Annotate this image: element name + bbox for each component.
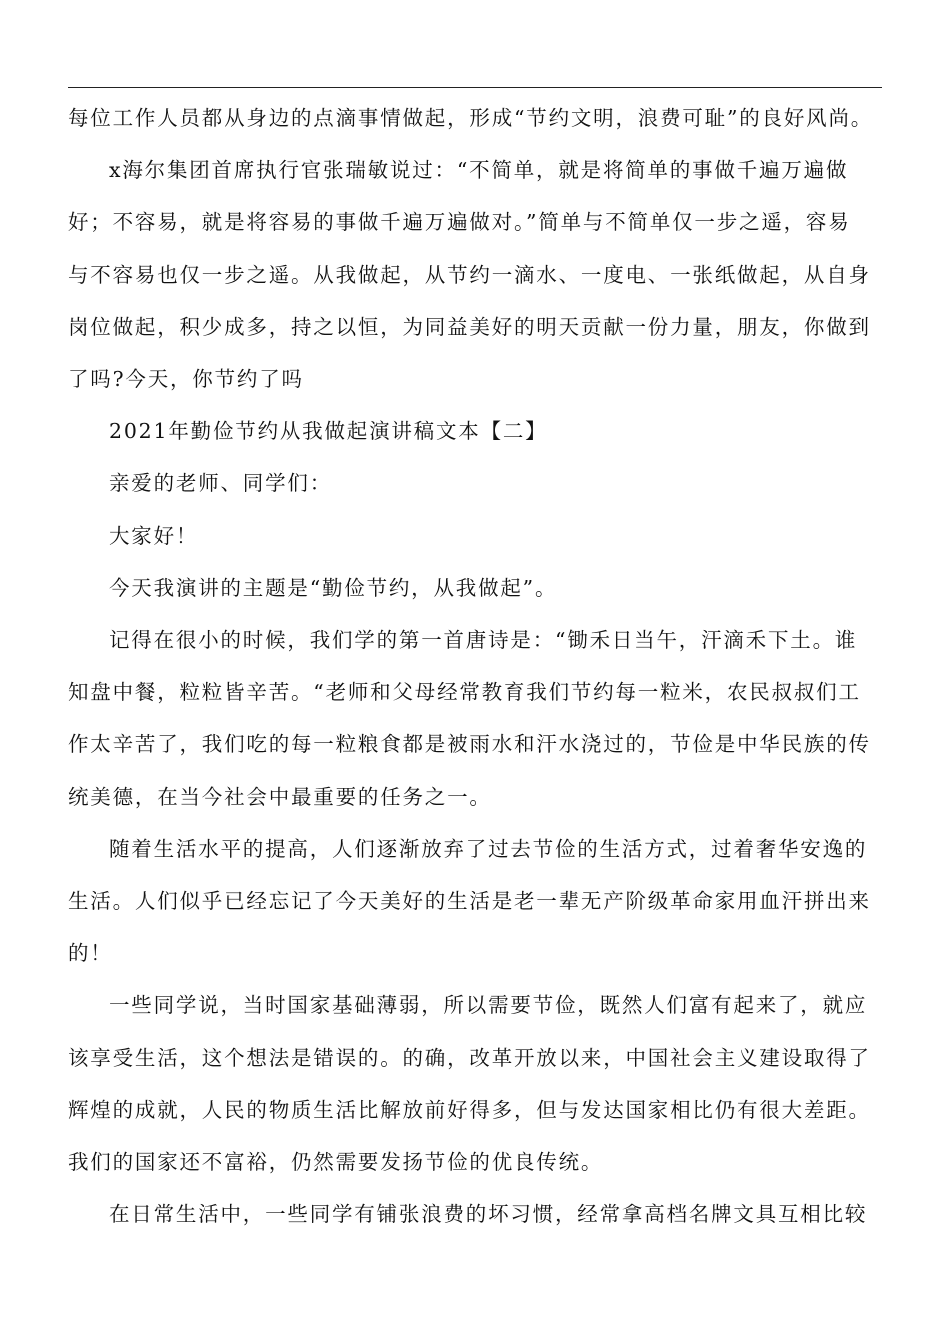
paragraph — [68, 144, 882, 405]
text-line: 辉煌的成就，人民的物质生活比解放前好得多，但与发达国家相比仍有很大差距。 — [68, 1097, 871, 1122]
text-line: 岗位做起，积少成多，持之以恒，为同益美好的明天贡献一份力量，朋友，你做到 — [68, 314, 871, 339]
paragraph — [68, 614, 882, 823]
paragraph — [68, 92, 882, 144]
text-line: 随着生活水平的提高，人们逐渐放弃了过去节俭的生活方式，过着奢华安逸的 — [109, 836, 868, 861]
header-divider — [68, 87, 882, 88]
paragraph — [68, 562, 882, 614]
text-line: 好；不容易，就是将容易的事做千遍万遍做对。”简单与不简单仅一步之遥，容易 — [68, 210, 851, 235]
text-line: 亲爱的老师、同学们： — [109, 471, 332, 496]
text-line: 知盘中餐，粒粒皆辛苦。“老师和父母经常教育我们节约每一粒米，农民叔叔们工 — [68, 680, 861, 705]
text-line: 该享受生活，这个想法是错误的。的确，改革开放以来，中国社会主义建设取得了 — [68, 1045, 871, 1070]
paragraph — [68, 1188, 882, 1240]
text-line: 大家好！ — [109, 523, 199, 548]
text-line: 我们的国家还不富裕，仍然需要发扬节俭的优良传统。 — [68, 1150, 604, 1175]
text-line: 的！ — [68, 941, 113, 966]
text-line: 了吗?今天，你节约了吗 — [68, 367, 304, 392]
paragraph — [68, 457, 882, 509]
paragraph — [68, 979, 882, 1188]
paragraph — [68, 823, 882, 980]
text-line: 每位工作人员都从身边的点滴事情做起，形成“节约文明，浪费可耻”的良好风尚。 — [68, 106, 874, 130]
text-line: 记得在很小的时候，我们学的第一首唐诗是：“锄禾日当午，汗滴禾下土。谁 — [109, 628, 858, 653]
text-line: 统美德，在当今社会中最重要的任务之一。 — [68, 784, 492, 809]
paragraph — [68, 405, 882, 457]
document-body — [68, 92, 882, 1240]
text-line: 与不容易也仅一步之遥。从我做起，从节约一滴水、一度电、一张纸做起，从自身 — [68, 262, 871, 287]
paragraph — [68, 510, 882, 562]
text-line: 今天我演讲的主题是“勤俭节约，从我做起”。 — [109, 575, 558, 600]
text-line: 一些同学说，当时国家基础薄弱，所以需要节俭，既然人们富有起来了，就应 — [109, 993, 868, 1018]
text-line: 生活。人们似乎已经忘记了今天美好的生活是老一辈无产阶级革命家用血汗拼出来 — [68, 889, 871, 914]
text-line: x海尔集团首席执行官张瑞敏说过：“不简单，就是将简单的事做千遍万遍做 — [109, 158, 849, 183]
text-line: 在日常生活中，一些同学有铺张浪费的坏习惯，经常拿高档名牌文具互相比较 — [109, 1202, 868, 1227]
text-line: 2021年勤俭节约从我做起演讲稿文本【二】 — [109, 419, 548, 444]
text-line: 作太辛苦了，我们吃的每一粒粮食都是被雨水和汗水浇过的，节俭是中华民族的传 — [68, 732, 871, 757]
